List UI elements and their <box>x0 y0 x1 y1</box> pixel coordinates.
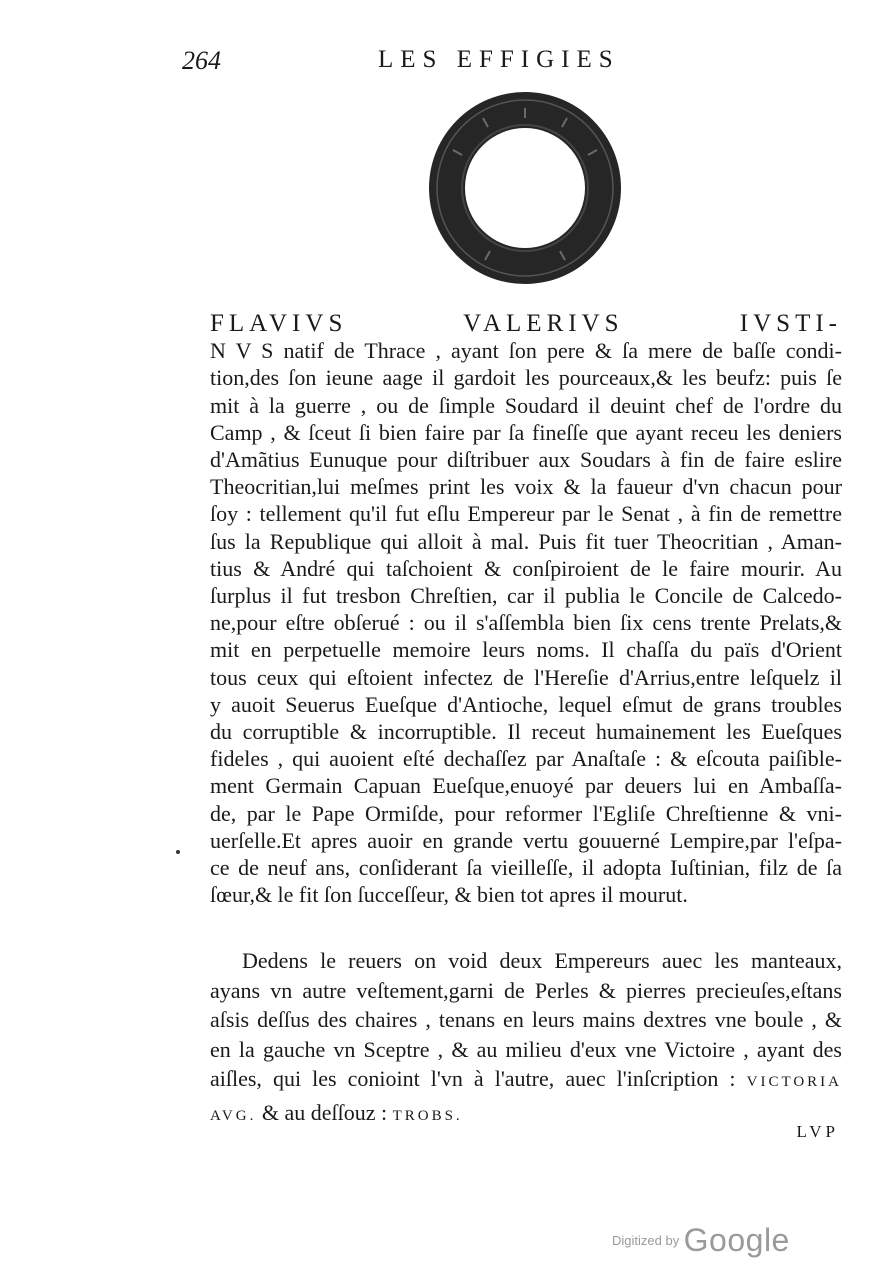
text-line: aiſles, qui les conioint l'vn à l'autre, auec l'inſcription : <box>210 1066 736 1091</box>
text-line: de, par le Pape Ormiſde, pour reformer l'Egliſe Chreſtienne & vni- <box>210 800 842 826</box>
text-line: Theocritian,lui meſmes print les voix & la faueur d'vn chacun pour <box>210 474 842 500</box>
text-fragment: & au deſſouz : <box>256 1099 393 1125</box>
text-line: uerſelle.Et apres auoir en grande vertu gouuerné Lempire,par l'eſpa- <box>210 827 842 853</box>
text-line: mit à la guerre , ou de ſimple Soudard il deuint chef de l'ordre du <box>210 392 842 418</box>
inscription-text: VICTORIA <box>746 1074 843 1090</box>
watermark-prefix: Digitized by <box>612 1233 680 1248</box>
text-line: FLAVIVS VALERIVS IVSTI- <box>210 310 842 337</box>
coin-medallion-icon <box>425 88 625 288</box>
text-line-final <box>210 1098 842 1132</box>
text-line: tius & André qui taſchoient & conſpiroient de le faire mourir. Au <box>210 555 842 581</box>
text-line: ce de neuf ans, conſiderant ſa vieilleſſe, il adopta Iuſtinian, filz de ſa <box>210 855 842 881</box>
text-line: ſurplus il fut tresbon Chreſtien, car il publia le Concile de Calcedo- <box>210 583 842 609</box>
text-line: Camp , & ſceut ſi bien faire par ſa fineſſe que ayant receu les deniers <box>210 419 842 445</box>
text-line: ne,pour eſtre obſerué : ou il s'aſſembla bien ſix cens trente Prelats,& <box>210 610 842 636</box>
inscription-exergue: TROBS. <box>392 1107 463 1124</box>
text-line: tous ceux qui eſtoient infectez de l'Hereſie d'Arrius,entre leſquelz il <box>210 664 842 690</box>
text-line: ment Germain Capuan Eueſque,enuoyé par deuers lui en Ambaſſa- <box>210 773 842 799</box>
text-line: aſsis deſſus des chaires , tenans en leurs mains dextres vne boule , & <box>210 1007 842 1032</box>
reverse-description-paragraph <box>210 946 842 1131</box>
text-line: N V S natif de Thrace , ayant ſon pere & ſa mere de baſſe condi- <box>210 338 842 364</box>
text-line: ayans vn autre veſtement,garni de Perles & pierres precieuſes,eſtans <box>210 977 842 1003</box>
text-line: ſus la Republique qui alloit à mal. Puis fit tuer Theocritian , Aman- <box>210 528 842 554</box>
running-title: LES EFFIGIES <box>378 46 620 73</box>
text-line: Dedens le reuers on void deux Empereurs auec les manteaux, <box>242 948 842 973</box>
text-line: tion,des ſon ieune aage il gardoit les pourceaux,& les beufz: puis ſe <box>210 365 842 391</box>
biography-paragraph <box>210 310 842 908</box>
text-line: ſoy : tellement qu'il fut eſlu Empereur par le Senat , à fin de remettre <box>210 501 842 527</box>
text-line-with-inscription <box>210 1064 842 1098</box>
text-line: mit en perpetuelle memoire leurs noms. Il chaſſa du païs d'Orient <box>210 637 842 663</box>
catchword: LVP <box>796 1122 839 1141</box>
google-logo: Google <box>683 1222 790 1258</box>
page-number: 264 <box>182 46 221 75</box>
text-line: y auoit Seuerus Eueſque d'Antioche, lequel eſmut de grans troubles <box>210 691 842 717</box>
text-line: d'Amãtius Eunuque pour diſtribuer aux Soudars à fin de faire eslire <box>210 447 842 473</box>
digitization-watermark <box>612 1222 790 1259</box>
margin-mark <box>176 850 180 854</box>
text-line: ſœur,& le fit ſon ſucceſſeur, & bien tot apres il mourut. <box>210 882 688 908</box>
text-line: du corruptible & incorruptible. Il receut humainement les Eueſques <box>210 719 842 745</box>
text-line: en la gauche vn Sceptre , & au milieu d'eux vne Victoire , ayant des <box>210 1036 842 1062</box>
page-header <box>182 46 842 82</box>
inscription-abbrev: AVG. <box>210 1107 257 1124</box>
text-line: fideles , qui auoient eſté dechaſſez par Anaſtaſe : & eſcouta paiſible- <box>210 746 842 772</box>
